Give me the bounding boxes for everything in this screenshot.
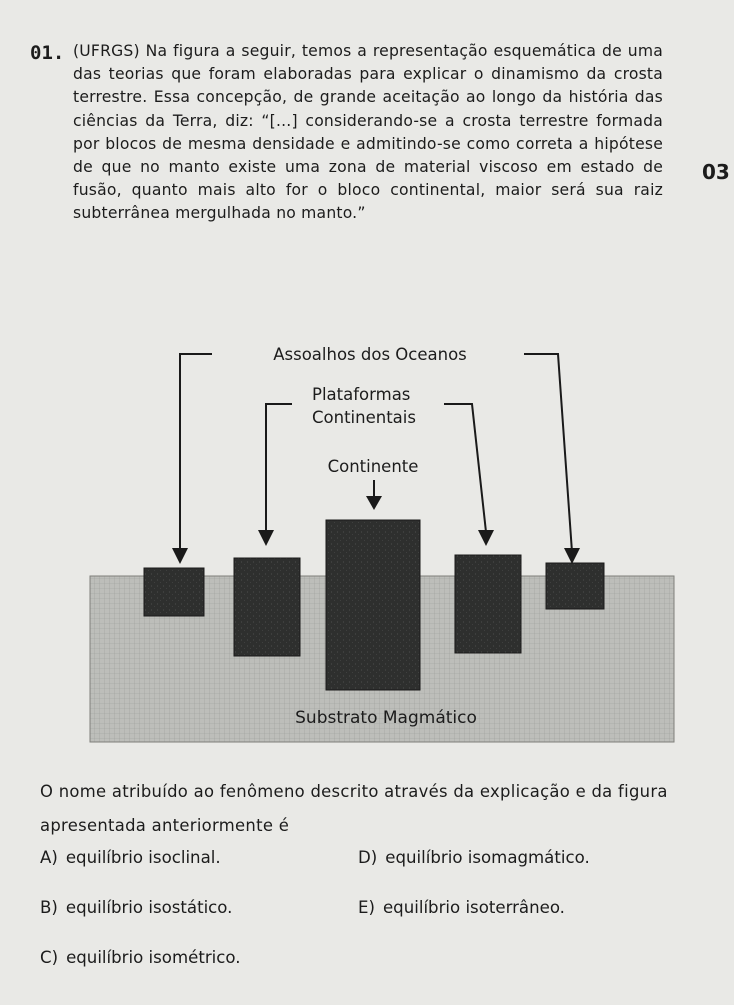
question-text: O nome atribuído ao fenômeno descrito através da explicação e da figura apresentada anteriormente é: [40, 782, 668, 835]
continent-block: [326, 520, 420, 690]
label-continent: Continente: [327, 457, 419, 476]
option-b[interactable]: [40, 898, 232, 917]
arrow-head-icon: [564, 548, 580, 564]
label-platforms-line2: Continentais: [312, 408, 416, 427]
option-letter: B): [40, 898, 58, 917]
option-e[interactable]: [358, 898, 565, 917]
option-letter: D): [358, 848, 378, 867]
arrow-head-icon: [478, 530, 494, 546]
option-letter: A): [40, 848, 58, 867]
platform-block-right: [455, 555, 521, 653]
option-letter: C): [40, 948, 59, 967]
option-d[interactable]: [358, 848, 590, 867]
option-c[interactable]: [40, 948, 241, 967]
intro-paragraph: (UFRGS) Na figura a seguir, temos a representação esquemática de uma das teorias que foram elaboradas para explicar o dinamismo da crosta terrestre. Essa concepção, de grande aceitação ao longo da história das ciências da Terra, diz: “[...] considerando-se a crosta terrestre formada por blocos de mesma densidade e admitindo-se como correta a hipótese de que no manto existe uma zona de material viscoso em estado de fusão, quanto mais alto for o bloco continental, maior será sua raiz subterrânea mergulhada no manto.”: [73, 42, 663, 223]
arrow-head-icon: [366, 496, 382, 510]
option-letter: E): [358, 898, 375, 917]
next-question-number: 03: [702, 160, 730, 184]
option-a[interactable]: [40, 848, 221, 867]
ocean-floor-block-right: [546, 563, 604, 609]
label-magmatic-substrate: Substrato Magmático: [295, 708, 477, 728]
question-number: 01.: [30, 42, 65, 64]
question-prompt: [40, 775, 690, 843]
option-text: equilíbrio isomagmático.: [385, 848, 590, 867]
question-intro: [73, 40, 663, 226]
option-text: equilíbrio isométrico.: [66, 948, 241, 967]
option-text: equilíbrio isostático.: [65, 898, 233, 917]
isostasy-diagram: [84, 338, 684, 748]
platform-block-left: [234, 558, 300, 656]
arrow-head-icon: [258, 530, 274, 546]
label-ocean-floors: Assoalhos dos Oceanos: [273, 345, 467, 364]
option-text: equilíbrio isoterrâneo.: [382, 898, 565, 917]
arrow-head-icon: [172, 548, 188, 564]
ocean-floor-block-left: [144, 568, 204, 616]
label-platforms-line1: Plataformas: [312, 385, 411, 404]
option-text: equilíbrio isoclinal.: [65, 848, 221, 867]
